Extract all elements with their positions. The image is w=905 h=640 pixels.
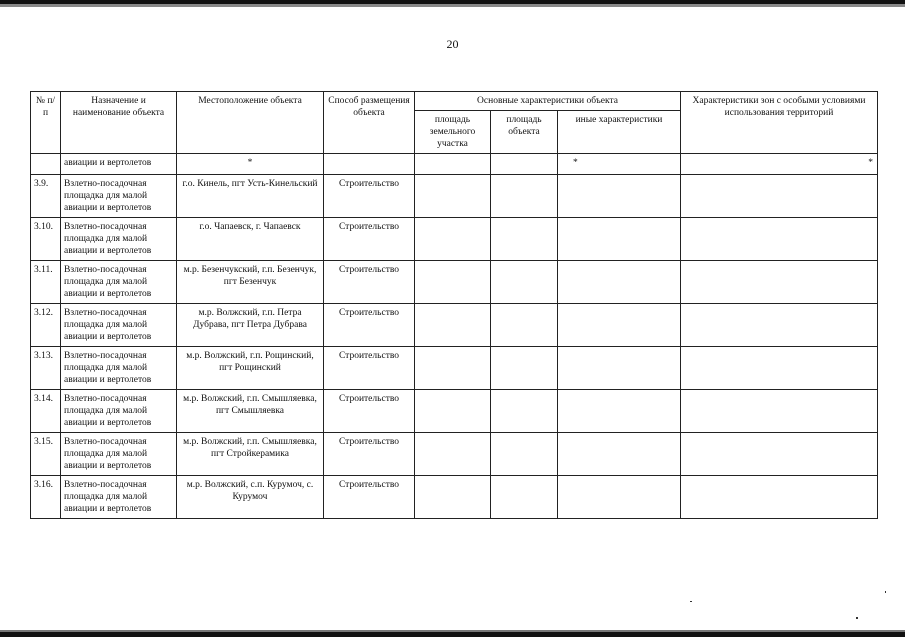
cell-zones xyxy=(681,390,878,433)
table-row-continuation xyxy=(31,154,878,175)
cell-method: Строительство xyxy=(324,347,415,390)
cell-area-land xyxy=(415,175,491,218)
cell-other xyxy=(558,476,681,519)
cell-area-land xyxy=(415,261,491,304)
header-main-characteristics: Основные характеристики объекта xyxy=(415,92,681,111)
cell-num: 3.11. xyxy=(31,261,61,304)
cell-other-mark: * xyxy=(558,154,681,175)
cell-num: 3.12. xyxy=(31,304,61,347)
cell-location: м.р. Волжский, г.п. Петра Дубрава, пгт Петра Дубрава xyxy=(177,304,324,347)
cell-area-object xyxy=(491,476,558,519)
cell-location: м.р. Безенчукский, г.п. Безенчук, пгт Безенчук xyxy=(177,261,324,304)
header-other: иные характеристики xyxy=(558,111,681,154)
cell-area-land xyxy=(415,390,491,433)
cell-area-object xyxy=(491,218,558,261)
cell-area-object xyxy=(491,154,558,175)
cell-purpose: Взлетно-посадочная площадка для малой авиации и вертолетов xyxy=(61,390,177,433)
header-area-object: площадь объекта xyxy=(491,111,558,154)
header-num: № п/п xyxy=(31,92,61,154)
table-row xyxy=(31,476,878,519)
cell-other xyxy=(558,175,681,218)
cell-location: м.р. Волжский, с.п. Курумоч, с. Курумоч xyxy=(177,476,324,519)
header-area-land: площадь земельного участка xyxy=(415,111,491,154)
table-row xyxy=(31,261,878,304)
cell-purpose: Взлетно-посадочная площадка для малой авиации и вертолетов xyxy=(61,476,177,519)
header-zones: Характеристики зон с особыми условиями использования территорий xyxy=(681,92,878,154)
cell-zones xyxy=(681,175,878,218)
cell-purpose: Взлетно-посадочная площадка для малой авиации и вертолетов xyxy=(61,261,177,304)
objects-table xyxy=(30,91,878,519)
scan-bottom-edge xyxy=(0,632,905,637)
cell-zones xyxy=(681,433,878,476)
cell-num: 3.10. xyxy=(31,218,61,261)
cell-area-object xyxy=(491,433,558,476)
cell-area-land xyxy=(415,154,491,175)
cell-purpose: Взлетно-посадочная площадка для малой авиации и вертолетов xyxy=(61,304,177,347)
cell-num: 3.15. xyxy=(31,433,61,476)
table-row xyxy=(31,175,878,218)
cell-zones-mark: * xyxy=(681,154,878,175)
cell-method xyxy=(324,154,415,175)
cell-location-mark: * xyxy=(177,154,324,175)
cell-zones xyxy=(681,261,878,304)
cell-area-object xyxy=(491,261,558,304)
header-method: Способ размещения объекта xyxy=(324,92,415,154)
cell-location: м.р. Волжский, г.п. Смышляевка, пгт Стройкерамика xyxy=(177,433,324,476)
cell-method: Строительство xyxy=(324,390,415,433)
page-number: 20 xyxy=(446,37,459,51)
cell-num: 3.16. xyxy=(31,476,61,519)
cell-zones xyxy=(681,347,878,390)
table-row xyxy=(31,390,878,433)
cell-area-land xyxy=(415,304,491,347)
cell-location: м.р. Волжский, г.п. Смышляевка, пгт Смышляевка xyxy=(177,390,324,433)
cell-purpose: авиации и вертолетов xyxy=(61,154,177,175)
cell-other xyxy=(558,304,681,347)
cell-location: г.о. Чапаевск, г. Чапаевск xyxy=(177,218,324,261)
cell-num: 3.13. xyxy=(31,347,61,390)
cell-purpose: Взлетно-посадочная площадка для малой авиации и вертолетов xyxy=(61,218,177,261)
cell-area-land xyxy=(415,476,491,519)
cell-other xyxy=(558,347,681,390)
cell-purpose: Взлетно-посадочная площадка для малой авиации и вертолетов xyxy=(61,175,177,218)
cell-num: 3.14. xyxy=(31,390,61,433)
cell-area-object xyxy=(491,390,558,433)
cell-area-land xyxy=(415,347,491,390)
cell-method: Строительство xyxy=(324,218,415,261)
cell-method: Строительство xyxy=(324,433,415,476)
table-header xyxy=(31,92,878,154)
cell-location: г.о. Кинель, пгт Усть-Кинельский xyxy=(177,175,324,218)
table-row xyxy=(31,347,878,390)
header-purpose: Назначение и наименование объекта xyxy=(61,92,177,154)
table-row xyxy=(31,433,878,476)
cell-zones xyxy=(681,218,878,261)
cell-zones xyxy=(681,476,878,519)
cell-method: Строительство xyxy=(324,261,415,304)
cell-area-object xyxy=(491,304,558,347)
cell-area-object xyxy=(491,175,558,218)
cell-area-object xyxy=(491,347,558,390)
cell-method: Строительство xyxy=(324,175,415,218)
cell-area-land xyxy=(415,218,491,261)
cell-method: Строительство xyxy=(324,476,415,519)
cell-purpose: Взлетно-посадочная площадка для малой авиации и вертолетов xyxy=(61,347,177,390)
scan-speck xyxy=(885,591,886,593)
cell-zones xyxy=(681,304,878,347)
table-row xyxy=(31,304,878,347)
scan-top-shadow xyxy=(0,4,905,7)
cell-other xyxy=(558,261,681,304)
scan-speck xyxy=(856,617,858,619)
cell-location: м.р. Волжский, г.п. Рощинский, пгт Рощинский xyxy=(177,347,324,390)
table-body xyxy=(31,154,878,519)
table-row xyxy=(31,218,878,261)
cell-method: Строительство xyxy=(324,304,415,347)
cell-other xyxy=(558,390,681,433)
cell-area-land xyxy=(415,433,491,476)
cell-num: 3.9. xyxy=(31,175,61,218)
cell-other xyxy=(558,433,681,476)
cell-num xyxy=(31,154,61,175)
cell-purpose: Взлетно-посадочная площадка для малой авиации и вертолетов xyxy=(61,433,177,476)
cell-other xyxy=(558,218,681,261)
header-location: Местоположение объекта xyxy=(177,92,324,154)
scan-speck xyxy=(690,601,692,602)
